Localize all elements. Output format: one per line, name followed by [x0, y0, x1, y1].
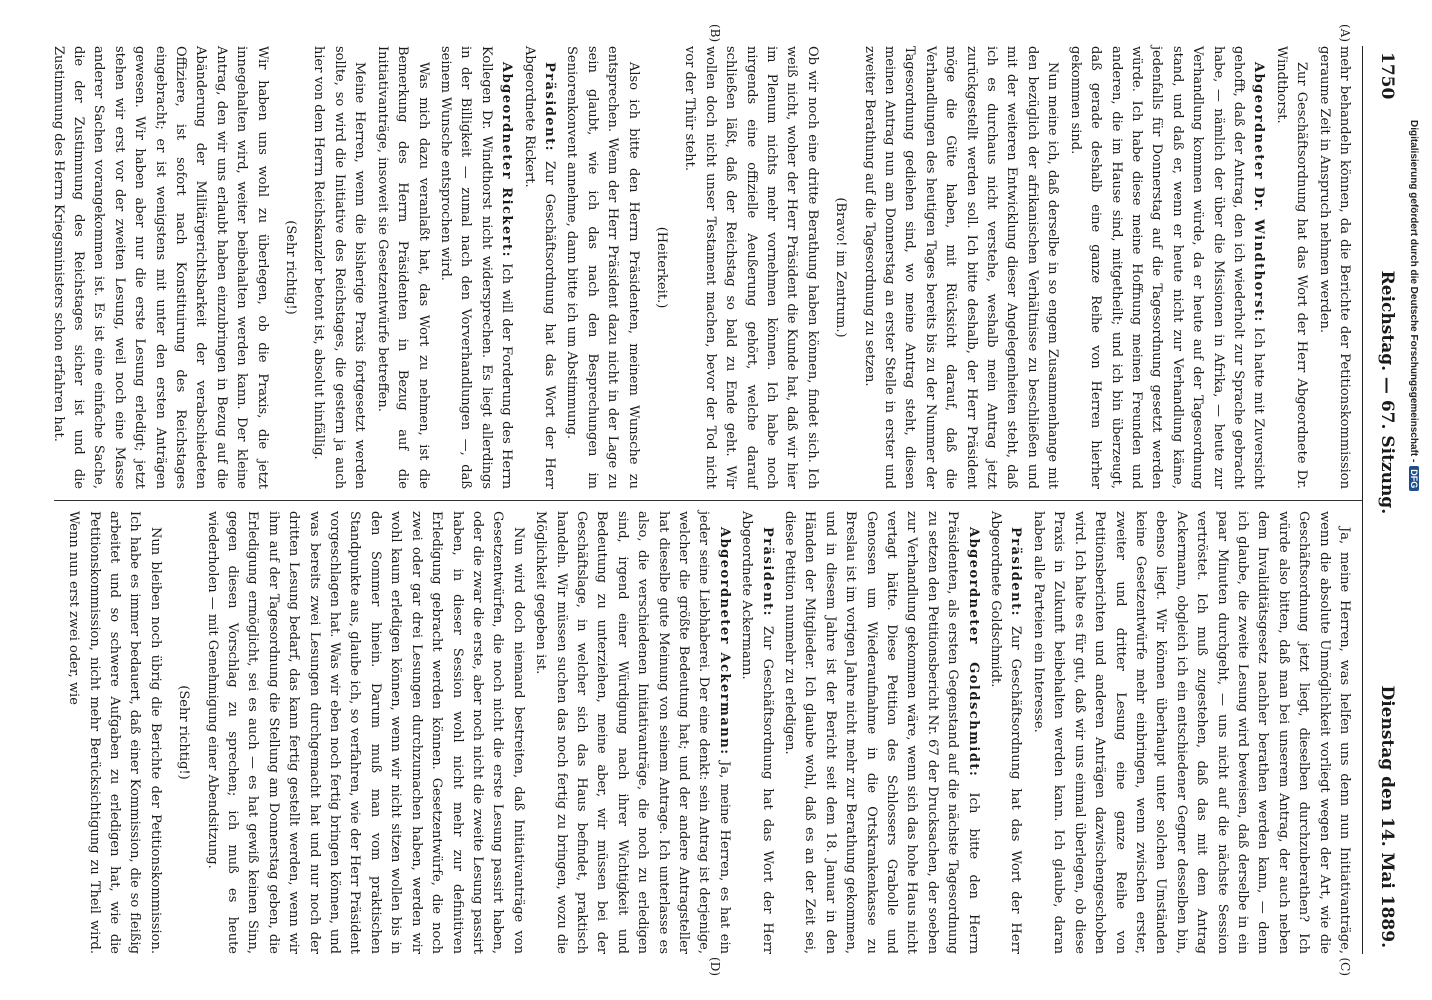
speaker-name: Präsident:	[541, 62, 557, 152]
digitization-credit	[1408, 120, 1419, 491]
paragraph-text: Ich will der Forderung des Herrn Kollegen Dr. Windthorst nicht widersprechen. Es liegt allerdings in der Billigkeit — zumal nach den Vorverhandlungen —, daß seinem Wunsche entsprochen wird.	[437, 46, 515, 489]
paragraph	[679, 46, 822, 489]
speaker-name: Abgeordneter Dr. Windthorst:	[1251, 62, 1267, 323]
speaker-name: Abgeordneter Rickert:	[499, 62, 515, 258]
paragraph-text: Zur Geschäftsordnung hat das Wort der Herr Abgeordnete Ackermann.	[739, 511, 775, 954]
speaker-name: Abgeordneter Ackermann:	[716, 527, 732, 756]
paragraph-text: Zur Geschäftsordnung hat das Wort der Herr Abgeordnete Dr. Windthorst.	[1273, 46, 1310, 489]
paragraph	[308, 46, 369, 489]
credit-text: Digitalisierung gefördert durch die Deutsche Forschungsgemeinschaft -	[1408, 120, 1419, 463]
speaker-name: Präsident:	[1008, 527, 1024, 617]
paragraph-text: mehr behandeln können, da die Berichte der Petitionskommission geraume Zeit in Anspruch nehmen werden.	[1316, 46, 1352, 489]
stage-direction: (Sehr richtig!)	[283, 220, 299, 315]
paragraph	[47, 46, 271, 489]
page-number: 1750	[1377, 52, 1397, 100]
margin-marker-a: (A)	[1338, 24, 1352, 43]
paragraph-text: Ich bitte den Herrn Präsidenten, als ersten Gegenstand auf die nächste Tagesordnung zu setzen den Petitionsbericht Nr. 67 der Drucksachen, der soeben zur Verhandlung gekommen wäre, wenn sich das hohe Haus nicht vertagt hätte. Diese Petition des Schlossers Grabolle und Genossen um Wiederaufnahme in die Ortskrankenkasse zu Breslau ist im vorigen Jahre nicht mehr zur Berathung gekommen, und in diesem Jahre ist der Bericht seit dem 18. Januar in den Händen der Mitglieder. Ich glaube wohl, daß es an der Zeit sei, diese Petition nunmehr zu erledigen.	[782, 511, 981, 954]
paragraph	[736, 511, 777, 954]
paragraph	[518, 46, 559, 489]
paragraph-text: Zur Geschäftsordnung hat das Wort der Herr Abgeordnete Goldschmidt.	[988, 511, 1024, 954]
left-column	[50, 46, 1354, 489]
paragraph-text: Ob wir noch eine dritte Berathung haben können, findet sich. Ich weiß nicht, woher der Herr Präsident die Kunde hat, daß wir hier im Plenum nichts mehr vornehmen können. Ich habe noch nirgends eine offizielle Aeußerung gehört, welche darauf schließen läßt, daß der Reichstag so bald zu Ende geht. Wir wollen doch nicht unser Testament machen, bevor der Tod nicht vor der Thür steht.	[682, 46, 820, 489]
paragraph	[1064, 46, 1268, 489]
paragraph-text: Nun meine ich, daß derselbe in so engem Zusammenhange mit den bezüglich der afrikanischen Verhältnisse zu beschließen und mit der weiteren Entwicklung dieser Angelegenheiten steht, daß ich es durchaus nicht verstehe, weshalb mein Antrag jetzt zurückgestellt werden soll. Ich bitte deshalb, der Herr Präsident möge die Güte haben, mit Rücksicht darauf, daß die Verhandlungen des heutigen Tages bereits bis zu der Nummer der Tagesordnung gediehen sind, wo meine Antrag steht, diesen meinen Antrag nun am Donnerstag an erster Stelle in erster und zweiter Berathung auf die Tagesordnung zu setzen.	[861, 46, 1061, 489]
paragraph-text: Ja, meine Herren, es hat ein jeder seine Liebhaberei. Der eine denkt: sein Antrag ist derjenige, welcher die größte Bedeutung hat; und der andere Antragsteller hat dieselbe gute Meinung von seinem Antrage. Ich unterlasse es also, die verschiedenen Initiativanträge, die noch zu erledigen sind, irgend einer Würdigung nach ihrer Wichtigkeit und Bedeutung zu unterziehen, meine aber, wir müssen bei der Geschäftslage, in welcher sich das Haus befindet, praktisch handeln. Wir müssen suchen das noch fertig zu bringen, wozu die Möglichkeit gegeben ist.	[533, 511, 732, 955]
paragraph	[201, 511, 528, 954]
paragraph	[985, 511, 1026, 954]
text-columns	[50, 24, 1362, 976]
paragraph-text: Meine Herren, wenn die bisherige Praxis fortgesetzt werden sollte, so wird die Initiative des Reichstages, die gestern ja auch hier von dem Herrn Reichskanzler betont ist, absolut hinfällig.	[311, 46, 368, 489]
document-page	[21, 20, 1411, 980]
paragraph-text: Wir haben uns wohl zu überlegen, ob die Praxis, die jetzt innegehalten wird, weiter beibehalten werden kann. Der kleine Antrag, den wir uns erlaubt haben einzubringen in Bezug auf die Abänderung der Militärgerichtsbarkeit der verabschiedeten Offiziere, ist sofort nach Konstituirung des Reichstages eingebracht; er ist wenigstens mit unter den ersten Anträgen gewesen. Wir haben aber nur die erste Lesung erledigt; jetzt stehen wir erst vor der zweiten Lesung, weil noch eine Masse anderer Sachen vorangekommen ist. Es ist eine einfache Sache, die der Zustimmung des Reichstages sicher ist und die Zustimmung des Herrn Kriegsministers schon erfahren hat.	[50, 46, 270, 489]
column-divider	[54, 500, 1362, 501]
stage-direction: (Sehr richtig!)	[176, 685, 192, 780]
margin-marker-c: (C)	[1338, 957, 1352, 976]
paragraph	[435, 46, 517, 489]
stage-direction: (Bravo! im Zentrum.)	[833, 197, 849, 338]
paragraph-text: Also ich bitte den Herrn Präsidenten, meinem Wunsche zu entsprechen. Wenn der Herr Präsident dazu nicht in der Lage zu sein glaubt, wie ich das nach den Besprechungen im Seniorenkonvent annehme, dann bitte ich um Abstimmung.	[564, 46, 641, 489]
speaker-name: Präsident:	[759, 527, 775, 617]
right-column	[54, 511, 1354, 954]
paragraph	[63, 511, 165, 954]
session-date: Dienstag den 14. Mai 1889.	[1377, 685, 1397, 948]
margin-marker-b: (B)	[708, 24, 722, 43]
paragraph	[1028, 511, 1355, 954]
paragraph-text: Was mich dazu veranlaßt hat, das Wort zu nehmen, ist die Bemerkung des Herrn Präsidenten in Bezug auf die Initiativanträge, insoweit sie Gesetzentwürfe betreffen.	[374, 46, 431, 489]
paragraph	[858, 46, 1062, 489]
paragraph-text: Zur Geschäftsordnung hat das Wort der Herr Abgeordnete Rickert.	[521, 46, 557, 489]
paragraph	[779, 511, 983, 954]
paragraph-text: Ja, meine Herren, was helfen uns denn nun Initiativanträge, wenn die absolute Unmöglichkeit vorliegt wegen der Art, wie die Geschäftsordnung jetzt liegt, dieselben durchzuberathen? Ich würde also bitten, daß man bei unserem Antrag, der auch neben dem Invaliditätsgesetz nachher berathen werden kann, — denn ich glaube, die zweite Lesung wird beweisen, daß derselbe in ein paar Minuten durchgeht, — uns nicht auf die nächste Session vertröstet. Ich muß zugestehen, daß das mit dem Antrag Ackermann, obgleich ich ein entschiedener Gegner desselben bin, ebenso liegt. Wir können überhaupt unter solchen Umständen keine Gesetzentwürfe mehr einbringen, wenn zwischen erster, zweiter und dritter Lesung eine ganze Reihe von Petitionsberichten und anderen Anträgen dazwischengeschoben wird. Ich halte es für gut, daß wir uns einmal überlegen, ob diese Praxis in Zukunft beibehalten werden kann. Ich glaube, daran haben alle Parteien ein Interesse.	[1030, 511, 1352, 954]
paragraph-text: Ich hatte mit Zuversicht gehofft, daß der Antrag, den ich wiederholt zur Sprache gebracht habe, — nämlich der über die Missionen in Afrika, — heute zur Verhandlung kommen würde, da er heute auf der Tagesordnung stand, und daß er, wenn er heute nicht zur Verhandlung käme, jedenfalls für Donnerstag auf die Tagesordnung gesetzt werden würde. Ich habe diese meine Hoffnung meinen Freunden und anderen, die im Hause sind, mitgetheilt; und ich bin überzeugt, daß gerade deshalb eine ganze Reihe von Herren hierher gekommen sind.	[1067, 46, 1267, 489]
paragraph	[1270, 46, 1311, 489]
paragraph	[371, 46, 432, 489]
paragraph	[561, 46, 643, 489]
paragraph	[1313, 46, 1354, 489]
session-title: Reichstag. — 67. Sitzung.	[1377, 270, 1397, 515]
dfg-logo: DFG	[1409, 466, 1419, 491]
margin-marker-d: (D)	[708, 957, 722, 976]
page-header	[1362, 46, 1405, 954]
paragraph	[530, 511, 734, 954]
speaker-name: Abgeordneter Goldschmidt:	[965, 527, 981, 778]
paragraph-text: Nun wird doch niemand bestreiten, daß Initiativanträge von Gesetzentwürfen, die noch nicht die erste Lesung passirt haben, oder die zwar die erste, aber noch nicht die zweite Lesung passirt haben, in dieser Session wohl nicht mehr zur definitiven Erledigung gebracht werden können. Gesetzentwürfe, die noch zwei oder gar drei Lesungen durchzumachen haben, werden wir wohl kaum erledigen können, wenn wir nicht sitzen wollen bis in den Sommer hinein. Darum muß man vom praktischen Standpunkte aus, glaube ich, so verfahren, wie der Herr Präsident vorgeschlagen hat. Was wir eben noch fertig bringen können, und was bereits zwei Lesungen durchgemacht hat und nur noch der dritten Lesung bedarf, das kann fertig gestellt werden, wenn wir ihm auf der Tagesordnung die Stellung am Donnerstag geben, die Erledigung ermöglicht, sei es auch — es hat gewiß keinen Sinn, gegen diesen Vorschlag zu sprechen; ich muß es heute wiederholen — mit Genehmigung einer Abendsitzung.	[204, 511, 526, 954]
stage-direction: (Heiterkeit.)	[654, 226, 669, 309]
paragraph-text: Nun bleiben noch übrig die Berichte der Petitionskommission. Ich habe es immer bedauert, daß einer Kommission, die so fleißig arbeitet und so schwere Aufgaben zu erledigen hat, wie die Petitionskommission, nicht mehr Berücksichtigung zu Theil wird. Wenn nun erst zwei oder, wie	[66, 511, 163, 954]
